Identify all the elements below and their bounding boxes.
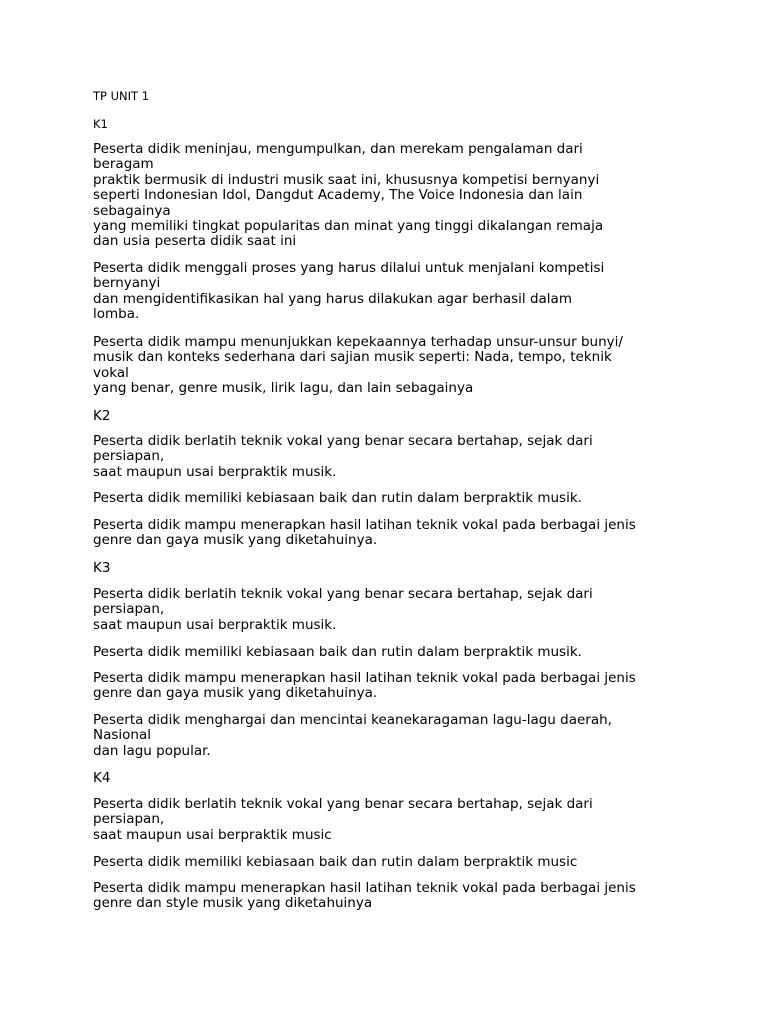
paragraph-k3-2: Peserta didik memiliki kebiasaan baik dan rutin dalam berpraktik musik. bbox=[93, 644, 582, 660]
document-title: TP UNIT 1 bbox=[93, 89, 150, 103]
paragraph-k1-3: Peserta didik mampu menunjukkan kepekaannya terhadap unsur-unsur bunyi/ musik dan konteks sederhana dari sajian musik seperti: Nada, tempo, teknik vokal yang benar, genre musik, lirik lagu, dan lain sebagainya bbox=[93, 334, 623, 397]
section-heading-k3: K3 bbox=[93, 560, 111, 576]
section-heading-k2: K2 bbox=[93, 408, 111, 424]
section-heading-k1: K1 bbox=[93, 117, 108, 131]
paragraph-k4-1: Peserta didik berlatih teknik vokal yang benar secara bertahap, sejak dari persiapan, saat maupun usai berpraktik music bbox=[93, 796, 593, 843]
paragraph-k1-2: Peserta didik menggali proses yang harus dilalui untuk menjalani kompetisi bernyanyi dan mengidentifikasikan hal yang harus dilakukan agar berhasil dalam lomba. bbox=[93, 260, 605, 323]
paragraph-k3-1: Peserta didik berlatih teknik vokal yang benar secara bertahap, sejak dari persiapan, saat maupun usai berpraktik musik. bbox=[93, 586, 593, 633]
paragraph-k3-4: Peserta didik menghargai dan mencintai keanekaragaman lagu-lagu daerah, Nasional dan lagu popular. bbox=[93, 712, 612, 759]
paragraph-k4-2: Peserta didik memiliki kebiasaan baik dan rutin dalam berpraktik music bbox=[93, 854, 578, 870]
paragraph-k2-1: Peserta didik berlatih teknik vokal yang benar secara bertahap, sejak dari persiapan, saat maupun usai berpraktik musik. bbox=[93, 433, 593, 480]
paragraph-k2-2: Peserta didik memiliki kebiasaan baik dan rutin dalam berpraktik musik. bbox=[93, 490, 582, 506]
paragraph-k1-1: Peserta didik meninjau, mengumpulkan, dan merekam pengalaman dari beragam praktik bermusik di industri musik saat ini, khususnya kompetisi bernyanyi seperti Indonesian Idol, Dangdut Academy, The Voice Indonesia dan lain sebagainya yang memiliki tingkat popularitas dan minat yang tinggi dikalangan remaja dan usia peserta didik saat ini bbox=[93, 141, 604, 250]
paragraph-k3-3: Peserta didik mampu menerapkan hasil latihan teknik vokal pada berbagai jenis genre dan gaya musik yang diketahuinya. bbox=[93, 670, 636, 702]
paragraph-k4-3: Peserta didik mampu menerapkan hasil latihan teknik vokal pada berbagai jenis genre dan style musik yang diketahuinya bbox=[93, 880, 636, 912]
paragraph-k2-3: Peserta didik mampu menerapkan hasil latihan teknik vokal pada berbagai jenis genre dan gaya musik yang diketahuinya. bbox=[93, 517, 636, 549]
section-heading-k4: K4 bbox=[93, 770, 111, 786]
